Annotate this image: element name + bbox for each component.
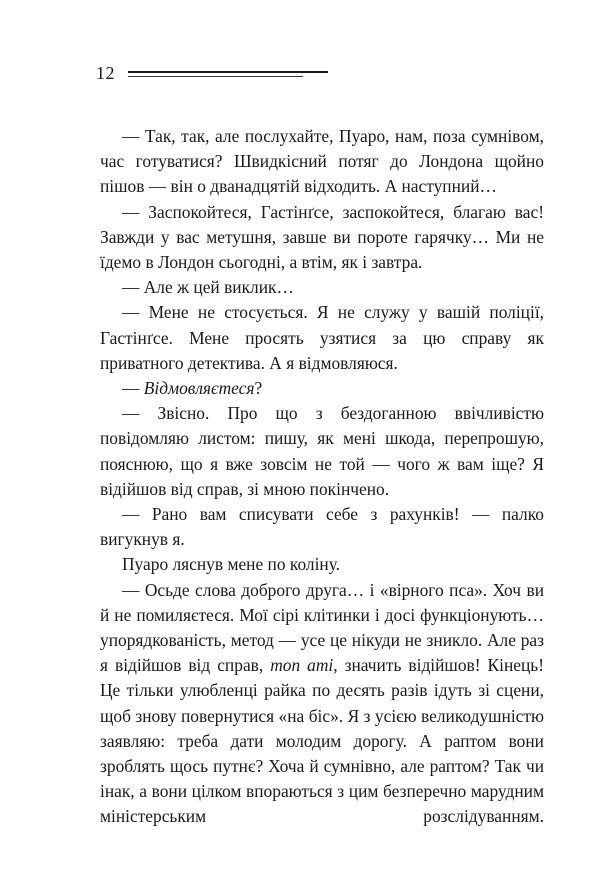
paragraph-6: — Звісно. Про що з бездоганною ввічливістю повідомляю листом: пишу, як мені шкода, перепрошую, пояснюю, що я вже зовсім не той — чого ж вам іще? Я відійшов від справ, зі мною покінчено. [100, 403, 544, 499]
page-header [96, 62, 336, 86]
paragraph-9-start: — Осьде слова доброго друга… і «вірного пса». Хоч ви й не помиляєтеся. Мої сірі клітинки і досі функціонують… упорядкованість, метод — усе це нікуди не зникло. Але раз я відійшов від справ, [100, 579, 544, 676]
paragraph-9 [100, 578, 544, 830]
paragraph-5 [100, 376, 544, 401]
paragraph-7: — Рано вам списувати себе з рахунків! — палко вигукнув я. [100, 504, 544, 550]
paragraph-4: — Мене не стосується. Я не служу у вашій поліції, Гастінґсе. Мене просять узятися за цю справу як приватного детектива. А я відмовляюся. [100, 302, 544, 373]
header-rule-thin [128, 76, 303, 77]
paragraph-5-end: ? [254, 378, 263, 399]
paragraph-8: Пуаро ляснув мене по коліну. [122, 554, 341, 575]
page-number: 12 [96, 63, 115, 83]
paragraph-9-end: , значить відійшов! Кінець! Це тільки улюбленці райка по десять разів ідуть зі сцени, щоб знову повернутися «на біс». Я з усією великодушністю заявляю: треба дати молодим дорогу. А раптом вони зроблять щось путнє? Хоча й сумнівно, але раптом? Так чи інак, а вони цілком впораються з цим безперечно марудним міністерським розслідуванням. [100, 655, 544, 827]
paragraph-3: — Але ж цей виклик… [122, 277, 294, 298]
body-text [100, 124, 544, 830]
paragraph-2: — Заспокойтеся, Гастінґсе, заспокойтеся, благаю вас! Завжди у вас метушня, завше ви пороте гарячку… Ми не їдемо в Лондон сьогодні, а втім, як і завтра. [100, 201, 544, 273]
paragraph-5-italic: Відмовляєтеся [143, 378, 255, 399]
paragraph-1: — Так, так, але послухайте, Пуаро, нам, поза сумнівом, час готуватися? Швидкісний потяг до Лондона щойно пішов — він о дванадцятій відходить. А наступний… [100, 126, 544, 197]
paragraph-9-italic: mon ami [270, 655, 334, 676]
header-rule-thick [128, 71, 328, 73]
paragraph-5-dash: — [122, 378, 144, 399]
